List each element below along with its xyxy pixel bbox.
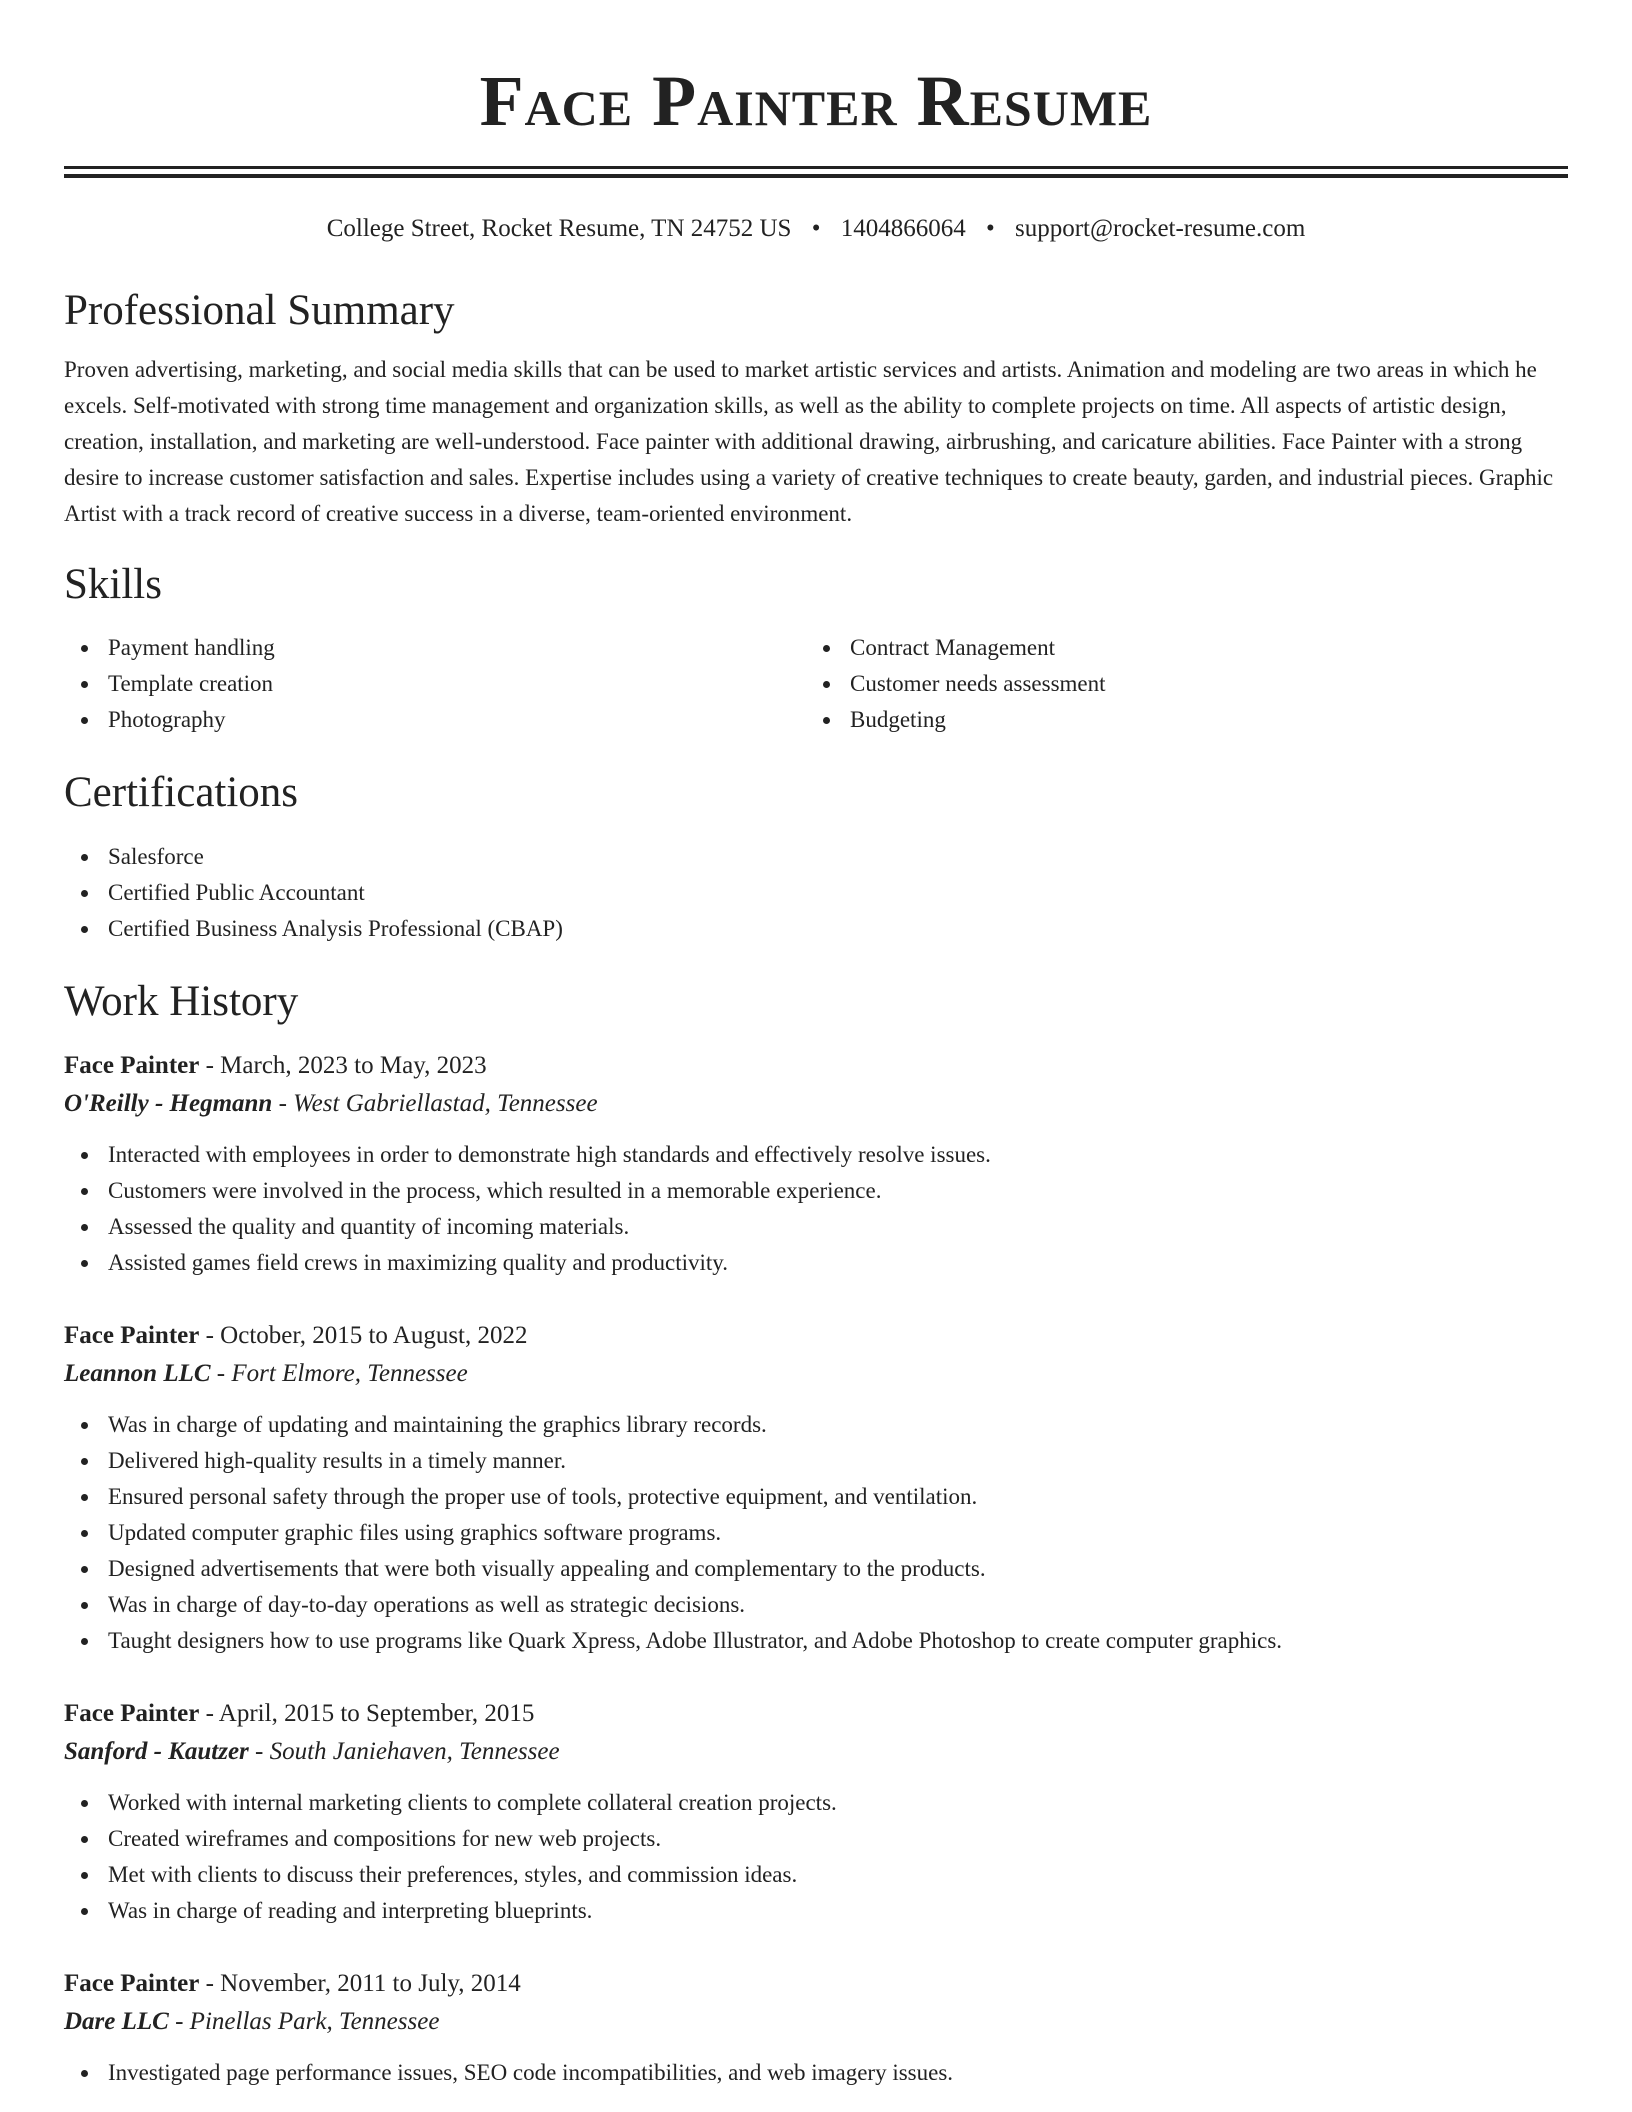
skill-item: Contract Management — [806, 630, 1548, 666]
job-entry — [64, 1317, 1568, 1659]
job-location: - Pinellas Park, Tennessee — [168, 2008, 440, 2035]
certifications-section — [64, 768, 1568, 947]
job-company: Sanford - Kautzer — [64, 1738, 249, 1765]
contact-separator: • — [811, 215, 821, 242]
job-company: O'Reilly - Hegmann — [64, 1090, 273, 1117]
skill-item: Payment handling — [64, 630, 806, 666]
skill-item: Template creation — [64, 666, 806, 702]
skill-item: Budgeting — [806, 702, 1548, 738]
certification-item: Certified Business Analysis Professional (CBAP) — [64, 911, 1568, 947]
job-employer-line — [64, 1733, 1568, 1771]
job-bullet: Assessed the quality and quantity of incoming materials. — [64, 1209, 1568, 1245]
job-bullet: Delivered high-quality results in a timely manner. — [64, 1443, 1568, 1479]
job-bullet: Was in charge of day-to-day operations as well as strategic decisions. — [64, 1587, 1568, 1623]
job-bullet: Investigated page performance issues, SEO code incompatibilities, and web imagery issues. — [64, 2055, 1568, 2091]
job-bullet: Customers were involved in the process, which resulted in a memorable experience. — [64, 1173, 1568, 1209]
job-bullet: Was in charge of reading and interpreting blueprints. — [64, 1893, 1568, 1929]
job-bullet: Taught designers how to use programs like Quark Xpress, Adobe Illustrator, and Adobe Photoshop to create computer graphics. — [64, 1623, 1568, 1659]
skills-heading: Skills — [64, 561, 162, 608]
work-history-section — [64, 977, 1568, 2091]
job-bullets — [64, 1137, 1568, 1281]
job-location: - South Janiehaven, Tennessee — [248, 1738, 560, 1765]
job-bullets — [64, 2055, 1568, 2091]
job-entry — [64, 1965, 1568, 2091]
job-bullet: Updated computer graphic files using graphics software programs. — [64, 1515, 1568, 1551]
divider-line-thin — [64, 166, 1568, 169]
job-bullet: Designed advertisements that were both visually appealing and complementary to the products. — [64, 1551, 1568, 1587]
work-history-heading: Work History — [64, 978, 299, 1025]
job-dates: - October, 2015 to August, 2022 — [199, 1322, 528, 1349]
certification-item: Certified Public Accountant — [64, 875, 1568, 911]
job-bullet: Ensured personal safety through the proper use of tools, protective equipment, and ventilation. — [64, 1479, 1568, 1515]
job-role: Face Painter — [64, 1052, 200, 1079]
job-role: Face Painter — [64, 1322, 200, 1349]
job-bullet: Interacted with employees in order to demonstrate high standards and effectively resolve issues. — [64, 1137, 1568, 1173]
certifications-heading: Certifications — [64, 769, 299, 816]
job-title-line — [64, 1047, 1568, 1085]
skills-columns — [64, 630, 1568, 738]
job-entry — [64, 1695, 1568, 1929]
summary-text: Proven advertising, marketing, and social media skills that can be used to market artistic services and artists. Animation and modeling are two areas in which he excels. Self-motivated with strong time management and organization skills, as well as the ability to complete projects on time. All aspects of artistic design, creation, installation, and marketing are well-understood. Face painter with additional drawing, airbrushing, and caricature abilities. Face Painter with a strong desire to increase customer satisfaction and sales. Expertise includes using a variety of creative techniques to create beauty, garden, and industrial pieces. Graphic Artist with a track record of creative success in a diverse, team-oriented environment. — [64, 357, 1554, 526]
job-dates: - April, 2015 to September, 2015 — [199, 1700, 535, 1727]
title-divider — [64, 166, 1568, 178]
job-bullet: Was in charge of updating and maintaining the graphics library records. — [64, 1407, 1568, 1443]
contact-line — [64, 212, 1568, 246]
job-employer-line — [64, 1085, 1568, 1123]
summary-heading: Professional Summary — [64, 287, 455, 334]
job-bullets — [64, 1407, 1568, 1659]
contact-phone: 1404866064 — [840, 215, 966, 242]
certifications-list — [64, 839, 1568, 947]
contact-email: support@rocket-resume.com — [1015, 215, 1306, 242]
resume-title: Face Painter Resume — [479, 61, 1153, 141]
summary-section — [64, 286, 1568, 532]
divider-line-thick — [64, 174, 1568, 178]
job-title-line — [64, 1317, 1568, 1355]
certification-item: Salesforce — [64, 839, 1568, 875]
job-bullet: Created wireframes and compositions for new web projects. — [64, 1821, 1568, 1857]
skill-item: Customer needs assessment — [806, 666, 1548, 702]
job-role: Face Painter — [64, 1700, 200, 1727]
job-dates: - March, 2023 to May, 2023 — [199, 1052, 487, 1079]
contact-separator: • — [985, 215, 995, 242]
skills-list-left — [64, 630, 806, 738]
job-employer-line — [64, 1355, 1568, 1393]
job-dates: - November, 2011 to July, 2014 — [199, 1970, 521, 1997]
job-location: - West Gabriellastad, Tennessee — [272, 1090, 598, 1117]
skill-item: Photography — [64, 702, 806, 738]
job-role: Face Painter — [64, 1970, 200, 1997]
job-company: Leannon LLC — [64, 1360, 211, 1387]
job-employer-line — [64, 2003, 1568, 2041]
job-title-line — [64, 1965, 1568, 2003]
skills-section — [64, 560, 1568, 738]
job-bullet: Assisted games field crews in maximizing quality and productivity. — [64, 1245, 1568, 1281]
job-location: - Fort Elmore, Tennessee — [210, 1360, 468, 1387]
job-bullet: Met with clients to discuss their preferences, styles, and commission ideas. — [64, 1857, 1568, 1893]
skills-list-right — [806, 630, 1548, 738]
job-bullets — [64, 1785, 1568, 1929]
contact-address: College Street, Rocket Resume, TN 24752 US — [326, 215, 792, 242]
job-title-line — [64, 1695, 1568, 1733]
job-entry — [64, 1047, 1568, 1281]
job-company: Dare LLC — [64, 2008, 169, 2035]
job-bullet: Worked with internal marketing clients to complete collateral creation projects. — [64, 1785, 1568, 1821]
